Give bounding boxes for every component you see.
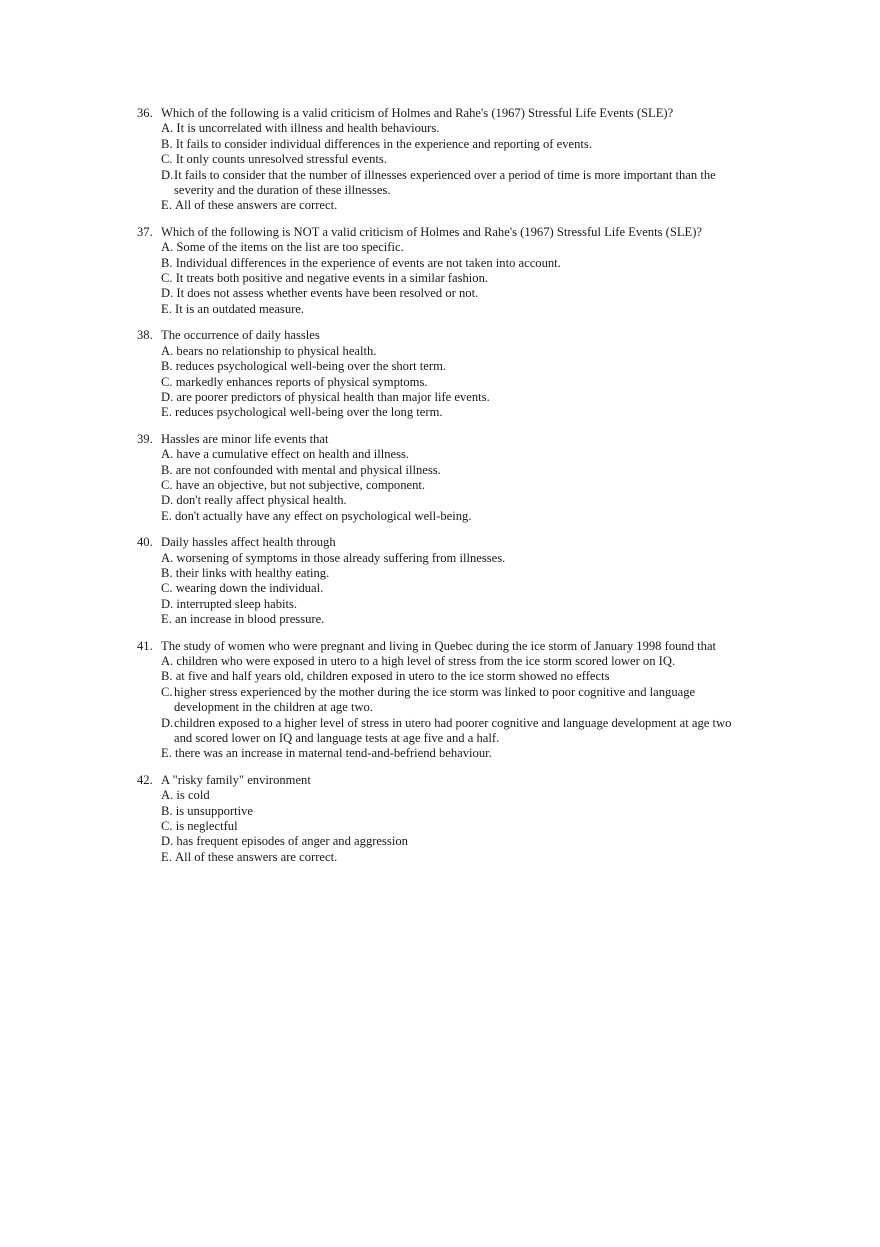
answer-option (161, 463, 747, 478)
question-stem (137, 328, 747, 343)
question-number: 40. (137, 535, 153, 550)
option-letter: E. (161, 849, 175, 864)
answer-option (161, 834, 747, 849)
question-number: 38. (137, 328, 153, 343)
option-letter: D. (161, 493, 177, 508)
option-letter: E. (161, 612, 175, 627)
question-text: Daily hassles affect health through (161, 535, 336, 550)
answer-option (161, 390, 747, 405)
option-letter: B. (161, 255, 176, 270)
option-letter: D. (161, 389, 177, 404)
option-text: higher stress experienced by the mother during the ice storm was linked to poor cognitive and language development in the children at age two. (174, 684, 696, 715)
answer-option (161, 788, 747, 803)
answer-option (161, 137, 747, 152)
answer-option (161, 375, 747, 390)
option-letter: B. (161, 136, 176, 151)
option-text: All of these answers are correct. (175, 849, 338, 864)
option-text: don't really affect physical health. (176, 493, 347, 508)
question-text: The occurrence of daily hassles (161, 328, 320, 343)
option-text: an increase in blood pressure. (175, 612, 325, 627)
option-letter: B. (161, 669, 176, 684)
answer-option (161, 716, 747, 747)
answer-option (161, 850, 747, 865)
answer-option (161, 286, 747, 301)
option-text: Some of the items on the list are too specific. (176, 240, 404, 255)
option-text: It does not assess whether events have been resolved or not. (176, 286, 479, 301)
option-text: reduces psychological well-being over the short term. (175, 359, 447, 374)
option-letter: B. (161, 565, 176, 580)
question-text: The study of women who were pregnant and living in Quebec during the ice storm of January 1998 found that (161, 638, 717, 653)
question-number: 36. (137, 106, 153, 120)
question-stem (137, 535, 747, 550)
option-text: children exposed to a higher level of stress in utero had poorer cognitive and language development at age two and scored lower on IQ and language tests at age five and a half. (174, 715, 732, 746)
question-stem (137, 106, 747, 121)
question-text: Which of the following is NOT a valid criticism of Holmes and Rahe's (1967) Stressful Life Events (SLE)? (161, 224, 703, 239)
option-text: It fails to consider individual differences in the experience and reporting of events. (175, 136, 592, 151)
option-text: have an objective, but not subjective, component. (175, 477, 426, 492)
answer-option (161, 597, 747, 612)
option-letter: B. (161, 462, 176, 477)
option-text: don't actually have any effect on psychological well-being. (175, 508, 472, 523)
option-letter: D. (161, 167, 174, 182)
option-letter: E. (161, 405, 175, 420)
option-letter: E. (161, 198, 175, 213)
answer-option (161, 447, 747, 462)
option-letter: D. (161, 834, 177, 849)
option-text: worsening of symptoms in those already suffering from illnesses. (176, 550, 506, 565)
answer-option (161, 121, 747, 136)
question-text: A "risky family" environment (161, 772, 311, 787)
answer-option (161, 654, 747, 669)
option-letter: A. (161, 343, 177, 358)
question-item (137, 225, 747, 317)
option-letter: A. (161, 550, 177, 565)
question-item (137, 106, 747, 214)
option-text: It only counts unresolved stressful events. (175, 152, 387, 167)
option-letter: D. (161, 715, 174, 730)
option-text: reduces psychological well-being over the long term. (175, 405, 443, 420)
answer-option (161, 493, 747, 508)
question-text: Which of the following is a valid criticism of Holmes and Rahe's (1967) Stressful Life Events (SLE)? (161, 106, 674, 120)
question-text: Hassles are minor life events that (161, 431, 329, 446)
question-number: 42. (137, 772, 153, 787)
answer-option (161, 746, 747, 761)
option-text: is neglectful (175, 819, 238, 834)
option-letter: C. (161, 684, 173, 699)
option-text: are not confounded with mental and physical illness. (175, 462, 441, 477)
question-list (137, 106, 747, 876)
question-item (137, 535, 747, 627)
answer-option (161, 302, 747, 317)
option-text: have a cumulative effect on health and illness. (176, 447, 410, 462)
option-text: All of these answers are correct. (175, 198, 338, 213)
option-text: markedly enhances reports of physical symptoms. (175, 374, 428, 389)
option-letter: A. (161, 447, 177, 462)
answer-option (161, 152, 747, 167)
option-text: at five and half years old, children exposed in utero to the ice storm showed no effects (175, 669, 610, 684)
question-item (137, 432, 747, 524)
answer-option (161, 669, 747, 684)
answer-option (161, 405, 747, 420)
option-letter: E. (161, 301, 175, 316)
question-number: 41. (137, 638, 153, 653)
option-letter: E. (161, 508, 175, 523)
question-stem (137, 639, 747, 654)
option-letter: D. (161, 596, 177, 611)
question-number: 39. (137, 431, 153, 446)
answer-option (161, 566, 747, 581)
answer-option (161, 256, 747, 271)
answer-option (161, 819, 747, 834)
option-text: bears no relationship to physical health. (176, 343, 377, 358)
option-letter: E. (161, 746, 175, 761)
question-item (137, 773, 747, 865)
option-letter: B. (161, 359, 176, 374)
option-letter: A. (161, 654, 177, 668)
option-letter: C. (161, 819, 176, 834)
option-letter: C. (161, 271, 176, 286)
option-letter: B. (161, 803, 176, 818)
option-text: are poorer predictors of physical health than major life events. (176, 389, 490, 404)
answer-option (161, 168, 747, 199)
question-stem (137, 773, 747, 788)
option-text: has frequent episodes of anger and aggression (176, 834, 408, 849)
question-number: 37. (137, 224, 153, 239)
option-letter: C. (161, 152, 176, 167)
answer-option (161, 509, 747, 524)
option-text: It is uncorrelated with illness and health behaviours. (176, 121, 440, 136)
option-text: there was an increase in maternal tend-and-befriend behaviour. (175, 746, 492, 761)
answer-option (161, 612, 747, 627)
option-text: interrupted sleep habits. (176, 596, 298, 611)
option-text: is cold (176, 788, 210, 803)
question-stem (137, 225, 747, 240)
question-item (137, 639, 747, 762)
answer-option (161, 240, 747, 255)
answer-option (161, 804, 747, 819)
answer-option (161, 685, 747, 716)
answer-option (161, 478, 747, 493)
option-letter: A. (161, 121, 177, 136)
option-letter: C. (161, 374, 176, 389)
option-text: It treats both positive and negative events in a similar fashion. (175, 271, 489, 286)
option-text: wearing down the individual. (175, 581, 324, 596)
option-text: It fails to consider that the number of illnesses experienced over a period of time is more important than the severity and the duration of these illnesses. (174, 167, 716, 198)
answer-option (161, 344, 747, 359)
answer-option (161, 198, 747, 213)
question-item (137, 328, 747, 420)
option-letter: A. (161, 240, 177, 255)
option-letter: C. (161, 581, 176, 596)
question-stem (137, 432, 747, 447)
answer-option (161, 359, 747, 374)
answer-option (161, 581, 747, 596)
option-text: Individual differences in the experience of events are not taken into account. (175, 255, 561, 270)
option-letter: C. (161, 477, 176, 492)
option-letter: A. (161, 788, 177, 803)
answer-option (161, 551, 747, 566)
option-text: is unsupportive (175, 803, 254, 818)
option-letter: D. (161, 286, 177, 301)
option-text: their links with healthy eating. (175, 565, 330, 580)
answer-option (161, 271, 747, 286)
option-text: It is an outdated measure. (175, 301, 305, 316)
option-text: children who were exposed in utero to a high level of stress from the ice storm scored lower on IQ. (176, 654, 676, 668)
